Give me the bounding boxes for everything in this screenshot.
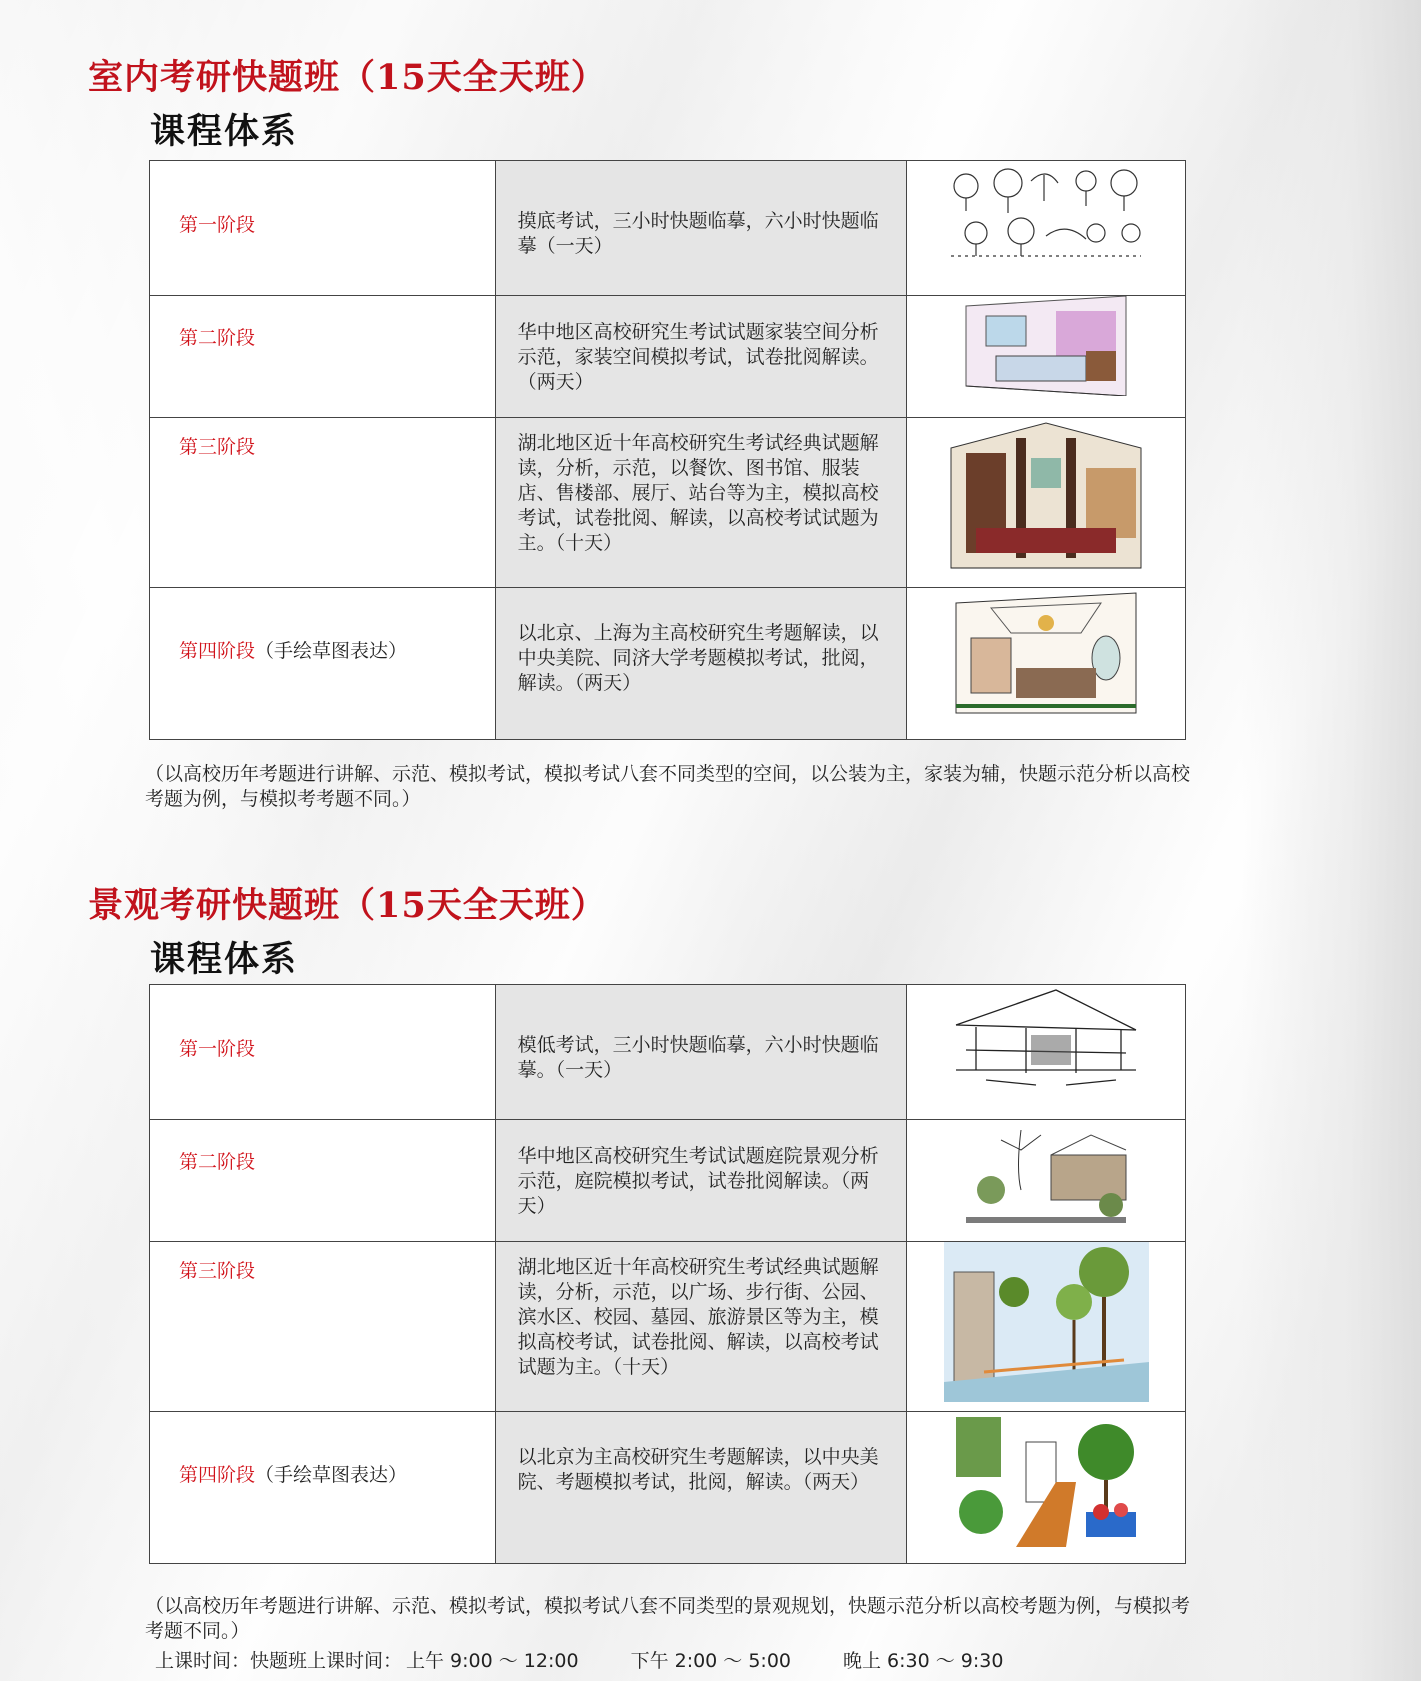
stage-cell <box>150 588 496 740</box>
stage-cell <box>150 1120 496 1242</box>
section-title: 景观考研快题班（15天全天班） <box>88 885 607 926</box>
courtyard-sketch-image <box>907 1120 1186 1242</box>
stage-description: 摸底考试，三小时快题临摹，六小时快题临摹（一天） <box>517 210 879 257</box>
desc-cell <box>495 418 907 588</box>
stage-label: 第二阶段 <box>179 327 256 349</box>
course-note: （以高校历年考题进行讲解、示范、模拟考试，模拟考试八套不同类型的空间，以公装为主，家装为辅，快题示范分析以高校考题为例，与模拟考考题不同。） <box>145 763 1191 810</box>
street-landscape-sketch-image <box>907 1242 1186 1412</box>
schedule-label: 上课时间：快题班上课时间： <box>155 1650 403 1672</box>
class-schedule <box>155 1646 1007 1673</box>
table-row <box>150 418 1186 588</box>
stage-cell <box>150 985 496 1120</box>
course-table <box>149 160 1186 740</box>
schedule-morning: 上午 9:00 ～ 12:00 <box>406 1650 579 1672</box>
stage-cell <box>150 161 496 296</box>
desc-cell <box>495 1242 907 1412</box>
home-interior-sketch-image <box>907 296 1186 418</box>
desc-cell <box>495 985 907 1120</box>
restaurant-interior-sketch-image <box>907 418 1186 588</box>
table-row <box>150 1412 1186 1564</box>
desc-cell <box>495 1120 907 1242</box>
table-row <box>150 1242 1186 1412</box>
course-table <box>149 984 1186 1564</box>
desc-cell <box>495 296 907 418</box>
table-row <box>150 588 1186 740</box>
section-subtitle: 课程体系 <box>150 111 299 152</box>
stage-label: 第三阶段 <box>179 436 256 458</box>
stage-label: 第三阶段 <box>179 1260 256 1282</box>
desc-cell <box>495 1412 907 1564</box>
stage-cell <box>150 296 496 418</box>
background-shade <box>1241 0 1421 1681</box>
desc-cell <box>495 588 907 740</box>
stage-description: 湖北地区近十年高校研究生考试经典试题解读，分析，示范，以广场、步行街、公园、滨水区、校园、墓园、旅游景区等为主，模拟高校考试，试卷批阅、解读，以高校考试试题为主。（十天） <box>517 1256 879 1378</box>
stage-sub-label: （手绘草图表达） <box>255 1464 408 1486</box>
stage-label: 第四阶段 <box>179 640 256 662</box>
garden-path-sketch-image <box>907 1412 1186 1564</box>
stage-description: 以北京为主高校研究生考题解读，以中央美院、考题模拟考试，批阅，解读。（两天） <box>517 1446 879 1493</box>
stage-label: 第一阶段 <box>179 1038 256 1060</box>
schedule-evening: 晚上 6:30 ～ 9:30 <box>843 1650 1004 1672</box>
stage-description: 模低考试，三小时快题临摹，六小时快题临摹。（一天） <box>517 1034 879 1081</box>
table-row <box>150 985 1186 1120</box>
table-row <box>150 161 1186 296</box>
pavilion-sketch-image <box>907 985 1186 1120</box>
landscape-plants-sketch-image <box>907 161 1186 296</box>
stage-cell <box>150 1242 496 1412</box>
desc-cell <box>495 161 907 296</box>
table-row <box>150 1120 1186 1242</box>
stage-cell <box>150 1412 496 1564</box>
stage-label: 第二阶段 <box>179 1151 256 1173</box>
stage-label: 第四阶段 <box>179 1464 256 1486</box>
stage-cell <box>150 418 496 588</box>
section-title: 室内考研快题班（15天全天班） <box>88 57 607 98</box>
bathroom-interior-sketch-image <box>907 588 1186 740</box>
table-row <box>150 296 1186 418</box>
stage-description: 湖北地区近十年高校研究生考试经典试题解读，分析，示范，以餐饮、图书馆、服装店、售楼部、展厅、站台等为主，模拟高校考试，试卷批阅、解读，以高校考试试题为主。（十天） <box>517 432 879 554</box>
section-subtitle: 课程体系 <box>150 939 299 980</box>
course-note: （以高校历年考题进行讲解、示范、模拟考试，模拟考试八套不同类型的景观规划，快题示范分析以高校考题为例，与模拟考考题不同。） <box>145 1595 1191 1642</box>
stage-description: 华中地区高校研究生考试试题家装空间分析示范，家装空间模拟考试，试卷批阅解读。（两天） <box>517 321 879 393</box>
schedule-afternoon: 下午 2:00 ～ 5:00 <box>630 1650 792 1672</box>
stage-description: 华中地区高校研究生考试试题庭院景观分析示范，庭院模拟考试，试卷批阅解读。（两天） <box>517 1145 879 1217</box>
stage-description: 以北京、上海为主高校研究生考题解读，以中央美院、同济大学考题模拟考试，批阅，解读。（两天） <box>517 622 879 694</box>
stage-sub-label: （手绘草图表达） <box>255 640 408 662</box>
stage-label: 第一阶段 <box>179 214 256 236</box>
